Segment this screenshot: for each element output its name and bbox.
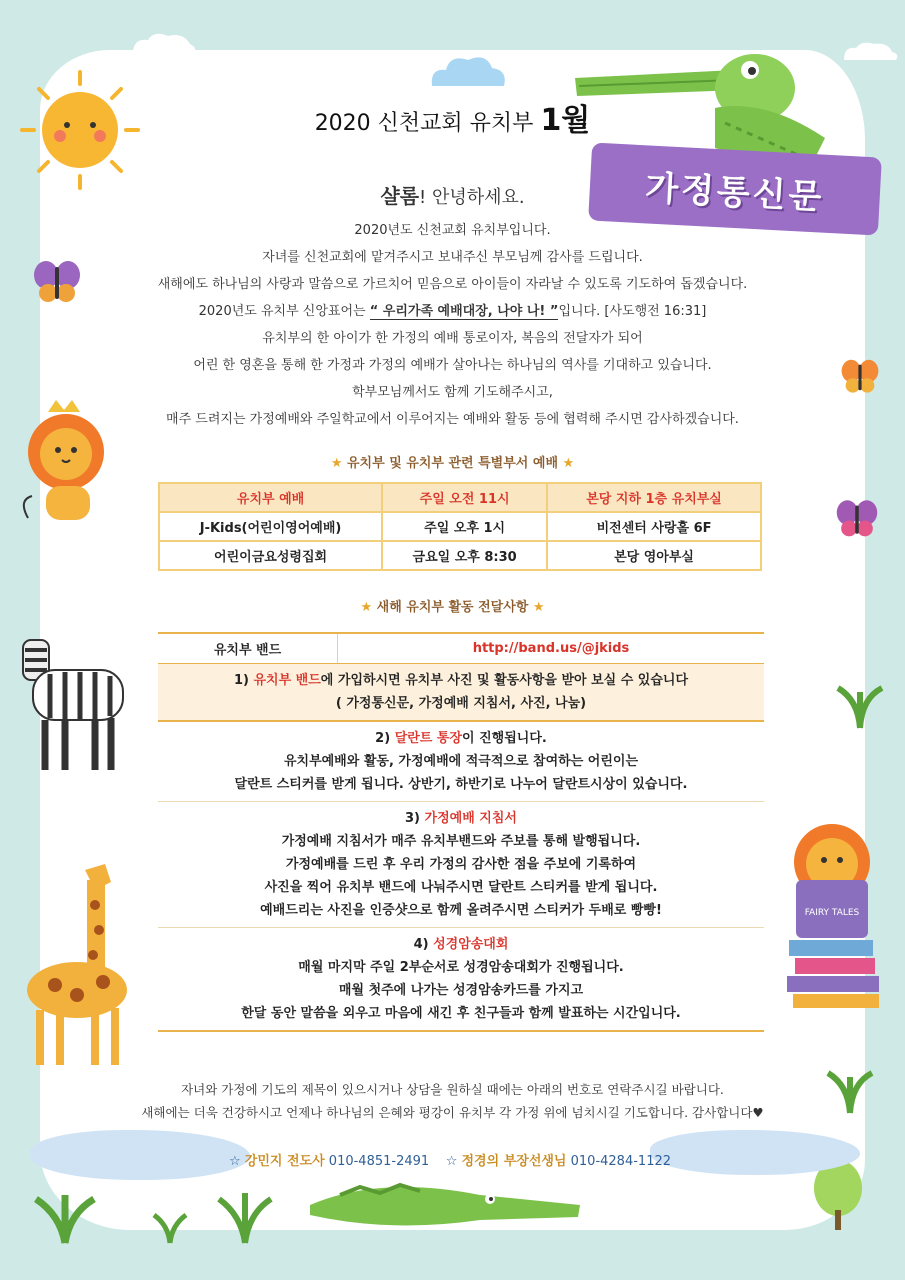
activity-title — [158, 727, 764, 750]
butterfly-illustration — [835, 495, 879, 539]
plant-illustration — [30, 1185, 100, 1245]
svg-text:FAIRY TALES: FAIRY TALES — [804, 908, 860, 918]
butterfly-illustration — [840, 355, 880, 395]
contact-name: 강민지 전도사 — [244, 1154, 325, 1169]
item-number: 4) — [413, 937, 434, 952]
activity-line: 가정예배 지침서가 매주 유치부밴드와 주보를 통해 발행됩니다. — [281, 834, 641, 849]
page-title — [150, 95, 755, 139]
band-link[interactable]: http://band.us/@jkids — [472, 641, 630, 656]
activity-item-1 — [158, 664, 764, 722]
table-cell: J-Kids(어린이영어예배) — [159, 512, 382, 541]
motto-text: “ 우리가족 예배대장, 나야 나! ” — [369, 304, 559, 319]
activity-line: ( 가정통신문, 가정예배 지침서, 사진, 나눔) — [335, 696, 587, 711]
activity-line: 예배드리는 사진을 인증샷으로 함께 올려주시면 스티커가 두배로 빵빵! — [260, 903, 662, 918]
activity-title — [158, 933, 764, 956]
closing-line: 자녀와 가정에 기도의 제목이 있으시거나 상담을 원하실 때에는 아래의 번호로 연락주시길 바랍니다. — [181, 1082, 724, 1097]
activity-line: 매월 첫주에 나가는 성경암송카드를 가지고 — [338, 983, 584, 998]
books-illustration — [785, 940, 885, 1008]
banner-title: 가정통신문 — [644, 167, 826, 218]
worship-heading-text: 유치부 및 유치부 관련 특별부서 예배 — [347, 456, 558, 471]
worship-heading — [150, 452, 755, 471]
intro-line: 2020년도 신천교회 유치부입니다. — [354, 223, 551, 238]
greeting-rest: ! 안녕하세요. — [419, 187, 525, 208]
intro-line: 자녀를 신천교회에 맡겨주시고 보내주신 부모님께 감사를 드립니다. — [262, 250, 643, 265]
star-icon: ☆ — [445, 1154, 458, 1169]
table-cell: 본당 영아부실 — [547, 541, 761, 570]
reading-lion-illustration — [782, 820, 882, 940]
intro-line: 어린 한 영혼을 통해 한 가정과 가정의 예배가 살아나는 하나님의 역사를 기대하고 있습니다. — [193, 358, 712, 373]
item-rest: 에 가입하시면 유치부 사진 및 활동사항을 받아 보실 수 있습니다 — [320, 673, 689, 688]
star-icon: ★ — [532, 600, 545, 615]
intro-line: 매주 드려지는 가정예배와 주일학교에서 이루어지는 예배와 활동 등에 협력해 주시면 감사하겠습니다. — [166, 412, 739, 427]
table-row — [159, 512, 761, 541]
blue-cloud-illustration — [428, 52, 508, 86]
closing-line: 새해에는 더욱 건강하시고 언제나 하나님의 은혜와 평강이 유치부 각 가정 위에 넘치시길 기도합니다. 감사합니다♥ — [141, 1105, 764, 1120]
giraffe-illustration — [15, 860, 140, 1070]
sun-illustration — [20, 70, 140, 190]
activities-list — [158, 632, 764, 1032]
activity-line: 달란트 스티커를 받게 됩니다. 상반기, 하반기로 나누어 달란트시상이 있습니다. — [234, 777, 688, 792]
greeting-bold: 샬롬 — [380, 184, 420, 208]
zebra-illustration — [15, 630, 135, 780]
table-row — [159, 541, 761, 570]
intro-line: 새해에도 하나님의 사랑과 말씀으로 가르치어 믿음으로 아이들이 자라날 수 있도록 기도하여 돕겠습니다. — [157, 277, 748, 292]
activity-title — [158, 807, 764, 830]
table-cell: 어린이금요성령집회 — [159, 541, 382, 570]
item-number: 3) — [405, 811, 425, 826]
activity-line: 사진을 찍어 유치부 밴드에 나눠주시면 달란트 스티커를 받게 됩니다. — [264, 880, 658, 895]
title-prefix: 2020 신천교회 유치부 — [314, 111, 534, 136]
butterfly-illustration — [32, 255, 82, 305]
cloud-illustration — [128, 30, 198, 54]
table-cell: 본당 지하 1층 유치부실 — [547, 483, 761, 512]
item-rest: 이 진행됩니다. — [462, 731, 547, 746]
motto-pre: 2020년도 유치부 신앙표어는 — [198, 304, 366, 319]
activities-heading — [150, 596, 755, 615]
table-row — [159, 483, 761, 512]
crocodile-illustration — [300, 1165, 585, 1235]
activity-line: 한달 동안 말씀을 외우고 마음에 새긴 후 친구들과 함께 발표하는 시간입니다. — [241, 1006, 681, 1021]
activity-title — [158, 669, 764, 692]
greeting — [100, 180, 805, 209]
motto-post: 입니다. [사도행전 16:31] — [558, 304, 707, 319]
item-highlight: 유치부 밴드 — [253, 673, 321, 688]
table-cell: 비전센터 사랑홀 6F — [547, 512, 761, 541]
item-number: 1) — [233, 673, 254, 688]
contact-phone[interactable]: 010-4851-2491 — [328, 1154, 430, 1169]
table-cell: 주일 오전 11시 — [382, 483, 547, 512]
motto-line — [100, 300, 805, 319]
band-row — [158, 632, 764, 664]
intro-line: 유치부의 한 아이가 한 가정의 예배 통로이자, 복음의 전달자가 되어 — [262, 331, 643, 346]
plant-illustration — [215, 1185, 275, 1245]
star-icon: ☆ — [228, 1154, 241, 1169]
table-cell: 주일 오후 1시 — [382, 512, 547, 541]
worship-table — [158, 482, 762, 571]
star-icon: ★ — [330, 456, 343, 471]
contact-name: 정경의 부장선생님 — [461, 1154, 567, 1169]
activity-line: 매월 마지막 주일 2부순서로 성경암송대회가 진행됩니다. — [298, 960, 624, 975]
activity-item-3 — [158, 802, 764, 928]
activity-line: 가정예배를 드린 후 우리 가정의 감사한 점을 주보에 기록하여 — [285, 857, 637, 872]
item-highlight: 가정예배 지침서 — [424, 811, 517, 826]
contact-phone[interactable]: 010-4284-1122 — [570, 1154, 672, 1169]
intro-line: 학부모님께서도 함께 기도해주시고, — [352, 385, 553, 400]
activity-item-2 — [158, 722, 764, 802]
plant-illustration — [150, 1205, 190, 1245]
star-icon: ★ — [562, 456, 575, 471]
plant-illustration — [830, 680, 890, 730]
activity-item-4 — [158, 928, 764, 1032]
activity-line: 유치부예배와 활동, 가정예배에 적극적으로 참여하는 어린이는 — [283, 754, 639, 769]
star-icon: ★ — [360, 600, 373, 615]
contact-line — [170, 1150, 730, 1169]
title-month: 1월 — [540, 103, 591, 138]
band-label: 유치부 밴드 — [158, 634, 338, 663]
item-highlight: 성경암송대회 — [433, 937, 509, 952]
activities-heading-text: 새해 유치부 활동 전달사항 — [376, 600, 529, 615]
item-highlight: 달란트 통장 — [394, 731, 463, 746]
table-cell: 유치부 예배 — [159, 483, 382, 512]
item-number: 2) — [375, 731, 395, 746]
table-cell: 금요일 오후 8:30 — [382, 541, 547, 570]
